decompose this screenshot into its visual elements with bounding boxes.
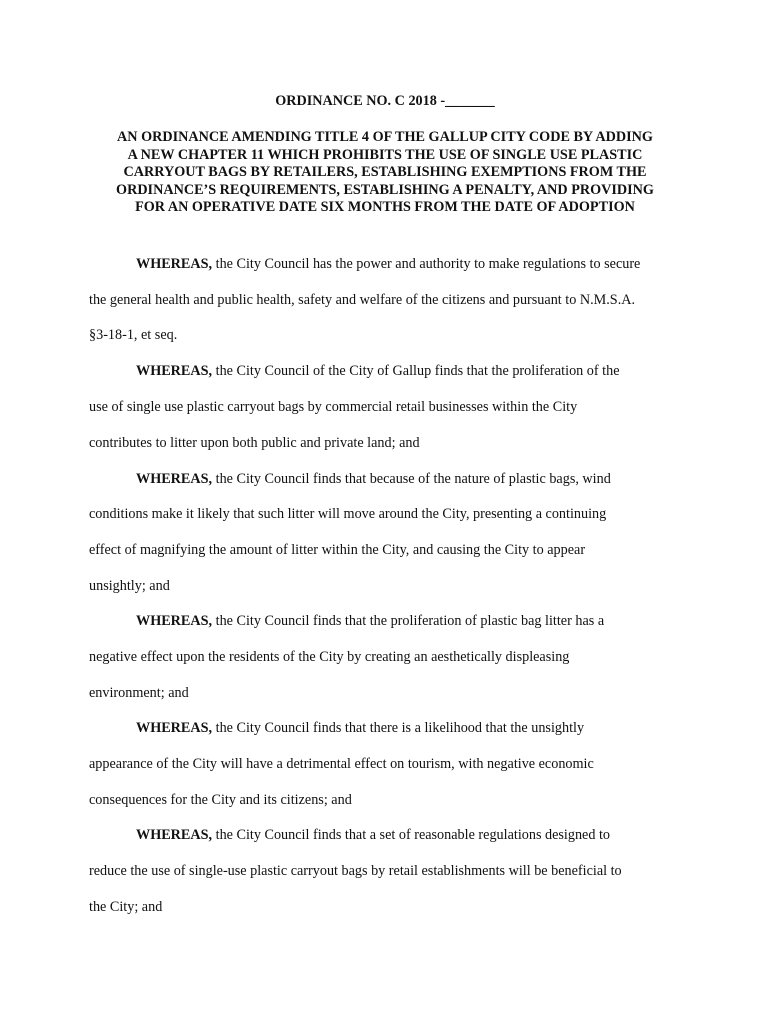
clause-text: the City Council finds that because of the nature of plastic bags, wind	[212, 471, 611, 487]
whereas-clause-6-line-3: the City; and	[89, 899, 163, 915]
whereas-clause-6-line-2: reduce the use of single-use plastic carryout bags by retail establishments will be beneficial to	[89, 863, 622, 879]
whereas-clause-4-line-2: negative effect upon the residents of the City by creating an aesthetically displeasing	[89, 649, 570, 665]
whereas-clause-3-line-1	[136, 470, 611, 488]
whereas-clause-1-line-3: §3-18-1, et seq.	[89, 327, 178, 343]
whereas-clause-4-line-3: environment; and	[89, 685, 189, 701]
whereas-clause-1-line-2: the general health and public health, safety and welfare of the citizens and pursuant to N.M.S.A.	[89, 292, 636, 308]
whereas-keyword: WHEREAS,	[136, 471, 213, 487]
whereas-clause-2-line-2: use of single use plastic carryout bags by commercial retail businesses within the City	[89, 399, 578, 415]
whereas-clause-2-line-1	[136, 362, 620, 380]
title-line: A NEW CHAPTER 11 WHICH PROHIBITS THE USE OF SINGLE USE PLASTIC	[127, 146, 643, 163]
clause-text: the City Council finds that there is a likelihood that the unsightly	[212, 720, 585, 736]
whereas-clause-6-line-1	[136, 826, 610, 844]
ordinance-title	[0, 129, 770, 217]
title-line: AN ORDINANCE AMENDING TITLE 4 OF THE GALLUP CITY CODE BY ADDING	[117, 129, 653, 145]
whereas-clause-2-line-3: contributes to litter upon both public and private land; and	[89, 435, 420, 451]
whereas-keyword: WHEREAS,	[136, 613, 213, 629]
ordinance-number: ORDINANCE NO. C 2018 -_______	[275, 93, 495, 109]
whereas-clause-1-line-1	[136, 255, 640, 273]
whereas-clause-5-line-3: consequences for the City and its citizens; and	[89, 792, 352, 808]
whereas-keyword: WHEREAS,	[136, 363, 213, 379]
whereas-keyword: WHEREAS,	[136, 720, 213, 736]
whereas-keyword: WHEREAS,	[136, 827, 213, 843]
whereas-clause-3-line-4: unsightly; and	[89, 578, 170, 594]
clause-text: the City Council finds that a set of reasonable regulations designed to	[212, 827, 611, 843]
whereas-keyword: WHEREAS,	[136, 256, 213, 272]
whereas-clause-3-line-3: effect of magnifying the amount of litter within the City, and causing the City to appear	[89, 542, 586, 558]
whereas-clause-3-line-2: conditions make it likely that such litter will move around the City, presenting a continuing	[89, 506, 607, 522]
whereas-clause-5-line-1	[136, 719, 584, 737]
title-line: CARRYOUT BAGS BY RETAILERS, ESTABLISHING EXEMPTIONS FROM THE	[123, 164, 647, 181]
clause-text: the City Council of the City of Gallup finds that the proliferation of the	[212, 363, 620, 379]
title-line: ORDINANCE’S REQUIREMENTS, ESTABLISHING A PENALTY, AND PROVIDING	[116, 181, 654, 198]
whereas-clause-5-line-2: appearance of the City will have a detrimental effect on tourism, with negative economic	[89, 756, 594, 772]
clause-text: the City Council has the power and authority to make regulations to secure	[212, 256, 641, 272]
clause-text: the City Council finds that the proliferation of plastic bag litter has a	[212, 613, 605, 629]
title-line: FOR AN OPERATIVE DATE SIX MONTHS FROM THE DATE OF ADOPTION	[135, 199, 635, 216]
whereas-clause-4-line-1	[136, 612, 604, 630]
